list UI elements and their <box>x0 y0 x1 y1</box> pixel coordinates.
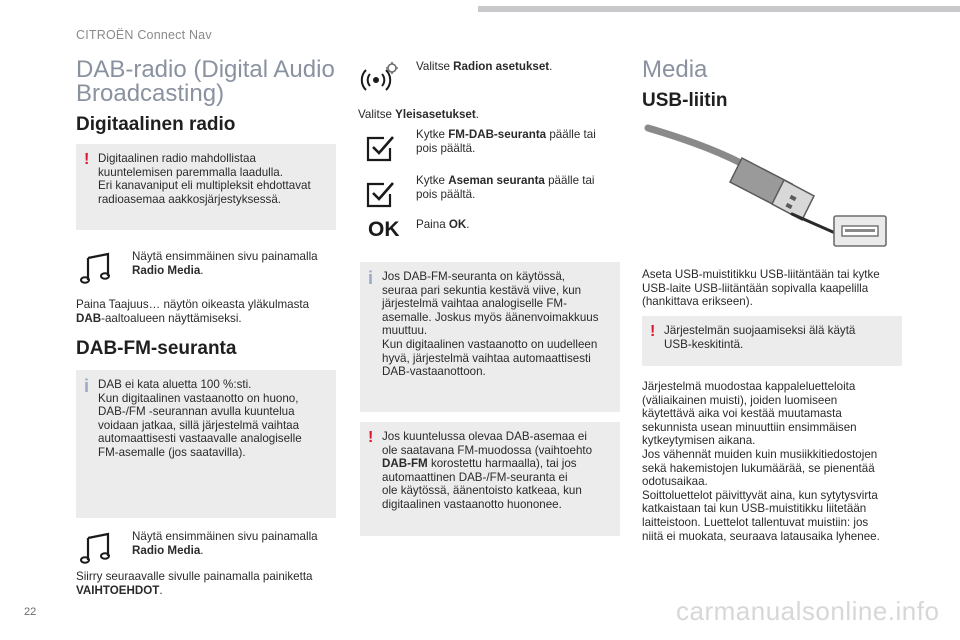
para-playlists <box>642 380 914 543</box>
step-text <box>416 60 626 74</box>
note-line: Järjestelmän suojaamiseksi älä käytä <box>664 324 856 337</box>
step-radio-media-1 <box>76 250 338 286</box>
step-station-tracking <box>360 174 622 210</box>
para-line: Aseta USB-muistitikku USB-liitäntään tai kytke <box>642 268 880 281</box>
step-text-bold: Radion asetukset <box>453 60 550 73</box>
warning-note-1 <box>76 144 336 230</box>
step-text-line: Näytä ensimmäinen sivu painamalla <box>132 250 318 263</box>
warning-icon: ! <box>368 429 374 446</box>
step-text-pre: Kytke <box>416 128 449 141</box>
note-line: ole käytössä, äänentoisto katkeaa, kun <box>382 484 582 498</box>
para-bold: DAB <box>76 311 102 325</box>
note-line: DAB ei kata aluetta 100 %:sti. <box>98 378 252 391</box>
info-note-1 <box>76 370 336 518</box>
note-line: ole saatavana FM-muodossa (vaihtoehto <box>382 443 593 457</box>
para-general-settings <box>358 108 620 122</box>
note-line: voidaan jatkaa, sillä järjestelmä vaihtaa <box>98 418 300 432</box>
note-line-end: korostettu harmaalla), tai jos <box>427 457 577 471</box>
step-text-end: . <box>466 218 470 231</box>
para-line: odotusaikaa. <box>642 475 708 489</box>
para-line: Soittoluettelot päivittyvät aina, kun sytytysvirta <box>642 488 878 502</box>
step-ok <box>360 216 622 246</box>
note-line: USB-keskitintä. <box>664 337 744 351</box>
para-line: Jos vähennät muiden kuin musiikkitiedostojen <box>642 447 878 461</box>
note-line: DAB-vastaanottoon. <box>382 365 486 379</box>
note-line: Kun digitaalinen vastaanotto on huono, <box>98 391 299 405</box>
info-icon: i <box>368 268 374 288</box>
para-line: laitteistoon. Luettelot tallentuvat muistiin: jos <box>642 515 869 529</box>
step-text-line: pois päältä. <box>416 141 476 155</box>
para-usb-insert <box>642 268 912 309</box>
note-line: seuraa pari sekuntia kestävä viive, kun <box>382 283 582 297</box>
step-text <box>416 218 626 232</box>
info-icon: i <box>84 376 90 396</box>
usb-connector-illustration <box>642 118 900 252</box>
header-rule <box>478 6 960 12</box>
note-bold: DAB-FM <box>382 457 428 471</box>
checkbox-icon <box>360 174 400 214</box>
note-line: FM-asemalle (jos saatavilla). <box>98 445 246 459</box>
watermark: carmanualsonline.info <box>676 596 940 626</box>
step-text-bold: OK <box>448 218 467 231</box>
section-heading-digital-radio: Digitaalinen radio <box>76 114 236 135</box>
step-radio-media-2 <box>76 530 338 566</box>
warning-note-2 <box>360 422 620 536</box>
music-note-icon <box>76 530 116 570</box>
page-title-line1: DAB-radio (Digital Audio <box>76 56 335 83</box>
note-line: Eri kanavaniput eli multipleksit ehdottavat <box>98 179 311 193</box>
step-text-end: päälle tai <box>544 174 595 187</box>
warning-note-3 <box>642 316 902 366</box>
step-text-bold: Aseman seuranta <box>448 174 545 187</box>
para-end: . <box>159 583 163 597</box>
note-line: Jos kuuntelussa olevaa DAB-asemaa ei <box>382 430 587 443</box>
step-text-pre: Paina <box>416 218 449 231</box>
step-text-bold: Radio Media <box>132 543 201 557</box>
para-line: (väliaikainen muisti), joiden luomiseen <box>642 393 838 407</box>
note-line: Jos DAB-FM-seuranta on käytössä, <box>382 270 565 283</box>
para-line: (hankittava erikseen). <box>642 295 753 309</box>
radio-settings-icon <box>360 58 400 98</box>
para-line: katkaistaan tai kun USB-muistitikku liitetään <box>642 502 867 516</box>
note-line: DAB-/FM -seurannan avulla kuuntelua <box>98 405 295 419</box>
warning-icon: ! <box>650 323 656 340</box>
para-line: niitä ei muokata, seuraava latausaika lyhenee. <box>642 529 880 543</box>
step-text-bold: Radio Media <box>132 263 201 277</box>
step-text-pre: Kytke <box>416 174 449 187</box>
page-number: 22 <box>24 606 37 618</box>
para-line: sekunnista usean minuuttiin ensimmäisen <box>642 420 857 434</box>
section-heading-dab-fm: DAB-FM-seuranta <box>76 338 237 359</box>
para-frequency <box>76 298 346 325</box>
para-line: Siirry seuraavalle sivulle painamalla painiketta <box>76 570 313 583</box>
para-line: käytettävä aika voi kestää muutamasta <box>642 407 842 421</box>
note-line: kuuntelemisen paremmalla laadulla. <box>98 165 283 179</box>
note-line: Digitaalinen radio mahdollistaa <box>98 152 256 165</box>
note-line: hyvä, järjestelmä vaihtaa automaattisesti <box>382 351 591 365</box>
media-title: Media <box>642 56 708 83</box>
header-bar <box>0 0 960 16</box>
note-line: muuttuu. <box>382 324 428 338</box>
step-text <box>416 174 626 201</box>
step-text-end: . <box>549 60 553 73</box>
checkbox-icon <box>360 128 400 168</box>
note-line: automaattinen DAB-/FM-seuranta ei <box>382 470 568 484</box>
info-note-2 <box>360 262 620 412</box>
step-text-end: päälle tai <box>546 128 596 141</box>
step-text-line: Näytä ensimmäinen sivu painamalla <box>132 530 318 543</box>
note-line: Kun digitaalinen vastaanotto on uudelleen <box>382 337 598 351</box>
step-text-end: . <box>200 263 204 277</box>
para-end: -aaltoalueen näyttämiseksi. <box>101 311 242 325</box>
step-text-pre: Valitse <box>416 60 454 73</box>
section-heading-usb: USB-liitin <box>642 90 728 111</box>
step-text-end: . <box>200 543 204 557</box>
note-line: automaattisesti vastaavalle analogiselle <box>98 432 302 446</box>
note-line: radioasemaa aakkosjärjestyksessä. <box>98 192 282 206</box>
para-line: Järjestelmä muodostaa kappaleluetteloita <box>642 380 856 393</box>
para-line: sekä hakemistojen lukumäärää, se pienentää <box>642 461 875 475</box>
note-line: digitaalinen vastaanotto huononee. <box>382 497 562 511</box>
step-text <box>416 128 626 155</box>
header-title: CITROËN Connect Nav <box>76 28 212 42</box>
music-note-icon <box>76 250 116 290</box>
para-line: Paina Taajuus… näytön oikeasta yläkulmasta <box>76 298 310 311</box>
step-text-bold: FM-DAB-seuranta <box>448 128 547 141</box>
step-fm-dab-tracking <box>360 128 622 164</box>
step-text-line: pois päältä. <box>416 187 476 201</box>
note-line: asemalle. Joskus myös äänenvoimakkuus <box>382 310 599 324</box>
para-bold: Yleisasetukset <box>395 108 476 121</box>
step-text <box>132 250 342 277</box>
step-text <box>132 530 342 557</box>
para-line: USB-laite USB-liitäntään sopivalla kaapelilla <box>642 281 869 295</box>
page-title-line2: Broadcasting) <box>76 80 225 107</box>
para-line: kytkeytymisen aikana. <box>642 434 756 448</box>
ok-label: OK <box>368 218 400 241</box>
step-radio-settings <box>360 58 622 98</box>
note-line <box>382 457 610 471</box>
para-end: . <box>475 108 479 121</box>
warning-icon: ! <box>84 151 90 168</box>
para-pre: Valitse <box>358 108 396 121</box>
note-line: järjestelmä vaihtaa analogiselle FM- <box>382 297 567 311</box>
para-options <box>76 570 348 597</box>
para-bold: VAIHTOEHDOT <box>76 583 160 597</box>
